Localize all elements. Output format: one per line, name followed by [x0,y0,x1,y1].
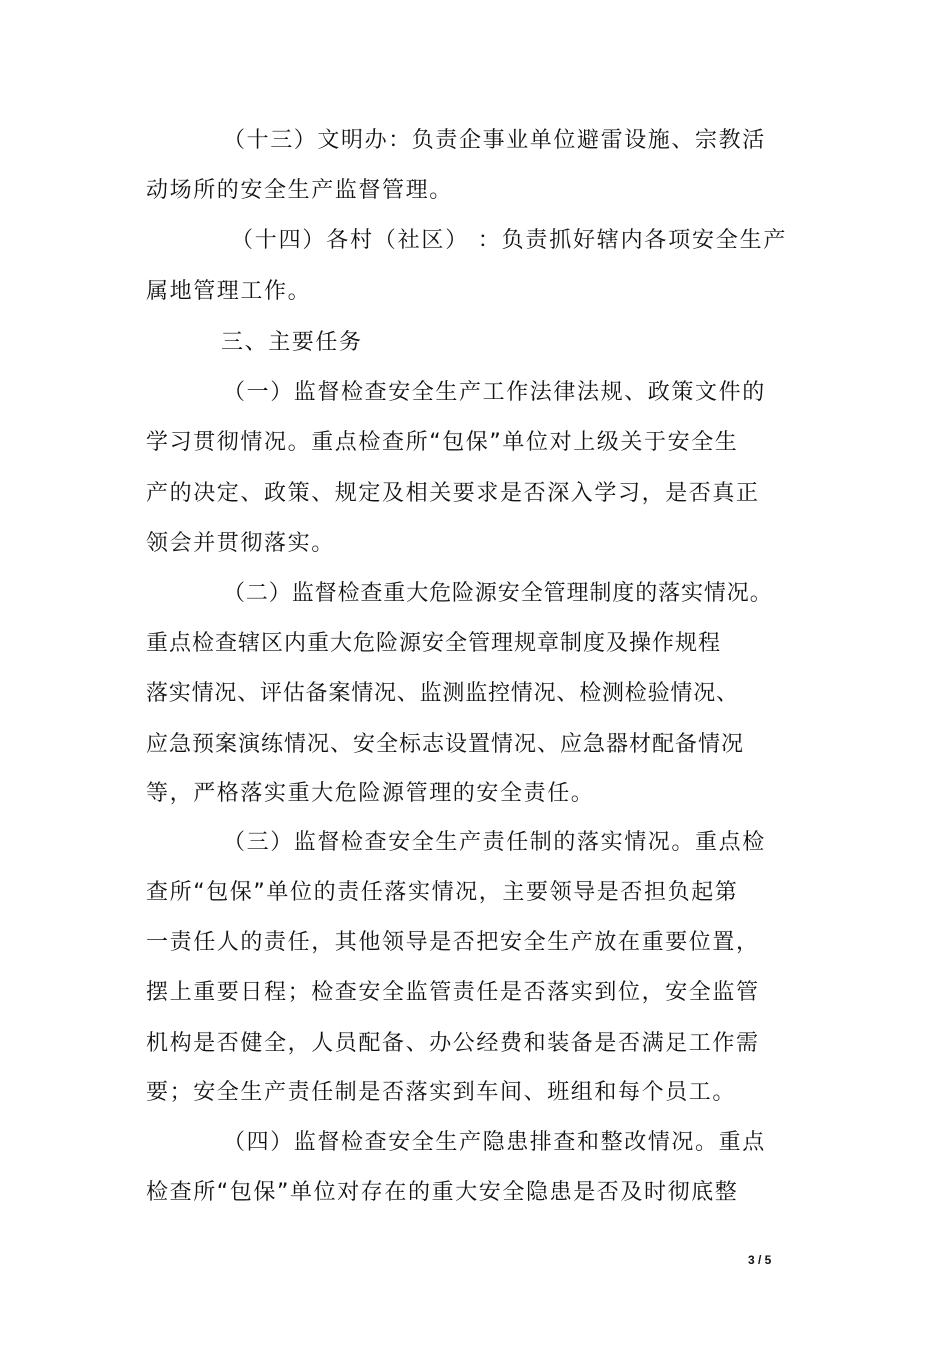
text-line: 等，严格落实重大危险源管理的安全责任。 [146,781,595,806]
text-line: 属地管理工作。 [146,279,312,304]
section-heading: 三、主要任务 [221,330,363,355]
text-line: （三）监督检查安全生产责任制的落实情况。重点检 [223,830,766,855]
text-line: （十三）文明办：负责企事业单位避雷设施、宗教活 [223,128,766,153]
text-line: （四）监督检查安全生产隐患排查和整改情况。重点 [223,1130,766,1155]
text-line: 检查所“包保”单位对存在的重大安全隐患是否及时彻底整 [146,1180,739,1205]
text-line: 领会并贯彻落实。 [146,531,335,556]
text-line: 摆上重要日程；检查安全监管责任是否落实到位，安全监管 [146,980,760,1005]
text-line: 应急预案演练情况、安全标志设置情况、应急器材配备情况 [146,732,745,757]
text-line: 要；安全生产责任制是否落实到车间、班组和每个员工。 [146,1080,737,1105]
text-line: 一责任人的责任，其他领导是否把安全生产放在重要位置， [146,930,760,955]
text-line: （二）监督检查重大危险源安全管理制度的落实情况。 [223,581,773,606]
text-line: 机构是否健全，人员配备、办公经费和装备是否满足工作需 [146,1031,760,1056]
text-line: 重点检查辖区内重大危险源安全管理规章制度及操作规程 [146,631,722,656]
text-line: 查所“包保”单位的责任落实情况，主要领导是否担负起第 [146,880,739,905]
page-number: 3 / 5 [748,1253,772,1267]
text-line: 落实情况、评估备案情况、监测监控情况、检测检验情况、 [146,681,739,706]
text-line: （一）监督检查安全生产工作法律法规、政策文件的 [223,380,766,405]
text-line: （十四）各村（社区） ：负责抓好辖内各项安全生产 [231,228,788,253]
text-line: 产的决定、政策、规定及相关要求是否深入学习，是否真正 [146,481,760,506]
text-line: 学习贯彻情况。重点检查所“包保”单位对上级关于安全生 [146,430,739,455]
text-line: 动场所的安全生产监督管理。 [146,178,453,203]
